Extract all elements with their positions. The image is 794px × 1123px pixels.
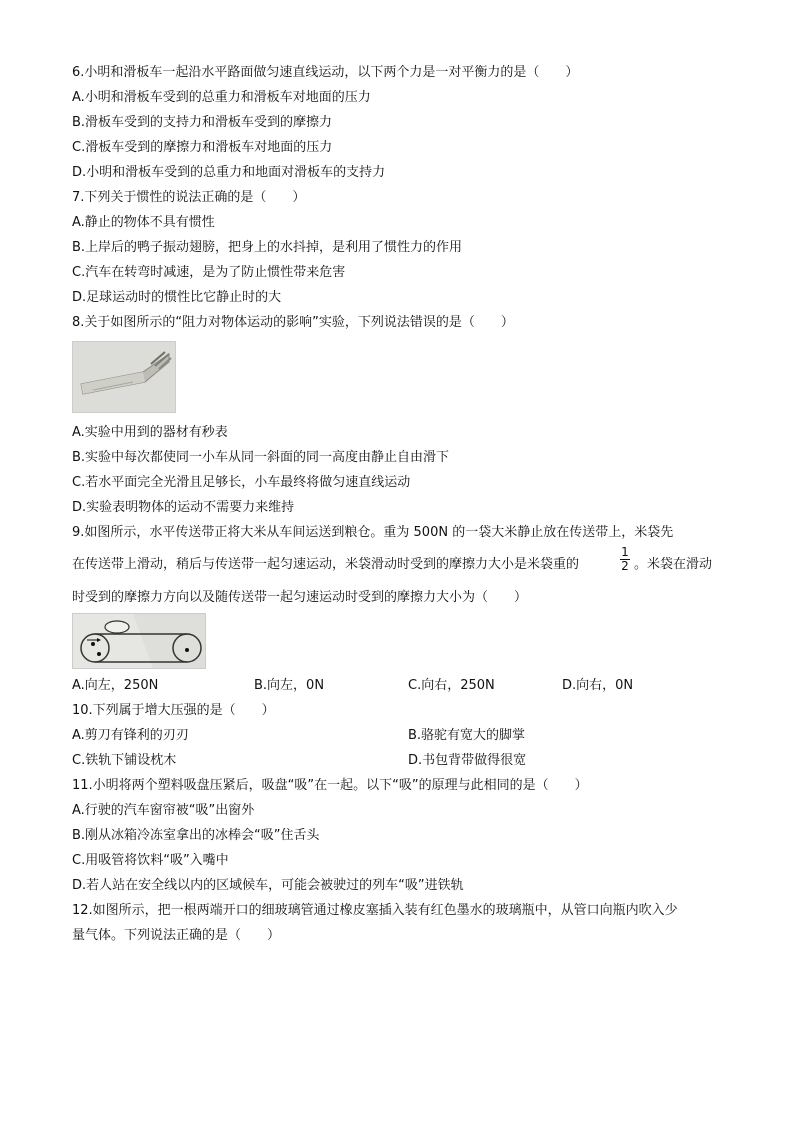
question-12-line-2: 量气体。下列说法正确的是（ ） — [72, 928, 281, 943]
question-6-stem: 6.小明和滑板车一起沿水平路面做匀速直线运动，以下两个力是一对平衡力的是（ ） — [72, 65, 579, 80]
question-9-option-d: D.向右，0N — [562, 678, 634, 693]
question-7-stem: 7.下列关于惯性的说法正确的是（ ） — [72, 190, 306, 205]
question-11-option-a: A.行驶的汽车窗帘被“吸”出窗外 — [72, 803, 255, 818]
question-7-option-c: C.汽车在转弯时减速，是为了防止惯性带来危害 — [72, 265, 346, 280]
question-10-option-b: B.骆驼有宽大的脚掌 — [408, 728, 526, 743]
question-9-option-c: C.向右，250N — [408, 678, 495, 693]
question-9-figure-conveyor — [72, 613, 206, 669]
question-12-line-1: 12.如图所示，把一根两端开口的细玻璃管通过橡皮塞插入装有红色墨水的玻璃瓶中，从管口向瓶内吹入少 — [72, 903, 678, 918]
question-11-option-b: B.刚从冰箱冷冻室拿出的冰棒会“吸”住舌头 — [72, 828, 320, 843]
question-7-option-b: B.上岸后的鸭子振动翅膀，把身上的水抖掉，是利用了惯性力的作用 — [72, 240, 463, 255]
question-9-line-1: 9.如图所示，水平传送带正将大米从车间运送到粮仓。重为 500N 的一袋大米静止放在传送带上，米袋先 — [72, 525, 674, 540]
question-7-option-d: D.足球运动时的惯性比它静止时的大 — [72, 290, 282, 305]
question-11-option-c: C.用吸管将饮料“吸”入嘴中 — [72, 853, 229, 868]
question-8-option-a: A.实验中用到的器材有秒表 — [72, 425, 228, 440]
question-10-option-d: D.书包背带做得很宽 — [408, 753, 527, 768]
question-8-option-c: C.若水平面完全光滑且足够长，小车最终将做匀速直线运动 — [72, 475, 411, 490]
fraction-numerator: 1 — [621, 545, 629, 559]
question-10-option-a: A.剪刀有锋利的刃刃 — [72, 728, 189, 743]
question-11-option-d: D.若人站在安全线以内的区域候车，可能会被驶过的列车“吸”进铁轨 — [72, 878, 464, 893]
question-9-line-2a: 在传送带上滑动，稍后与传送带一起匀速运动，米袋滑动时受到的摩擦力大小是米袋重的 — [72, 557, 580, 572]
question-10-option-c: C.铁轨下铺设枕木 — [72, 753, 177, 768]
question-6-option-c: C.滑板车受到的摩擦力和滑板车对地面的压力 — [72, 140, 333, 155]
question-11-stem: 11.小明将两个塑料吸盘压紧后，吸盘“吸”在一起。以下“吸”的原理与此相同的是（ ） — [72, 778, 588, 793]
question-7-option-a: A.静止的物体不具有惯性 — [72, 215, 215, 230]
question-10-stem: 10.下列属于增大压强的是（ ） — [72, 703, 275, 718]
question-9-line-3: 时受到的摩擦力方向以及随传送带一起匀速运动时受到的摩擦力大小为（ ） — [72, 590, 528, 605]
conveyor-belt-image — [73, 614, 205, 668]
question-8-figure-incline — [72, 341, 176, 413]
question-9-option-b: B.向左，0N — [254, 678, 325, 693]
question-8-option-d: D.实验表明物体的运动不需要力来维持 — [72, 500, 295, 515]
fraction-one-half — [619, 546, 631, 573]
incline-experiment-image — [73, 342, 175, 412]
question-9-line-2b: 。米袋在滑动 — [634, 557, 713, 572]
question-9-option-a: A.向左，250N — [72, 678, 159, 693]
question-6-option-b: B.滑板车受到的支持力和滑板车受到的摩擦力 — [72, 115, 333, 130]
question-8-stem: 8.关于如图所示的“阻力对物体运动的影响”实验，下列说法错误的是（ ） — [72, 315, 514, 330]
question-6-option-d: D.小明和滑板车受到的总重力和地面对滑板车的支持力 — [72, 165, 386, 180]
question-8-option-b: B.实验中每次都使同一小车从同一斜面的同一高度由静止自由滑下 — [72, 450, 450, 465]
question-6-option-a: A.小明和滑板车受到的总重力和滑板车对地面的压力 — [72, 90, 371, 105]
fraction-denominator: 2 — [621, 559, 629, 573]
